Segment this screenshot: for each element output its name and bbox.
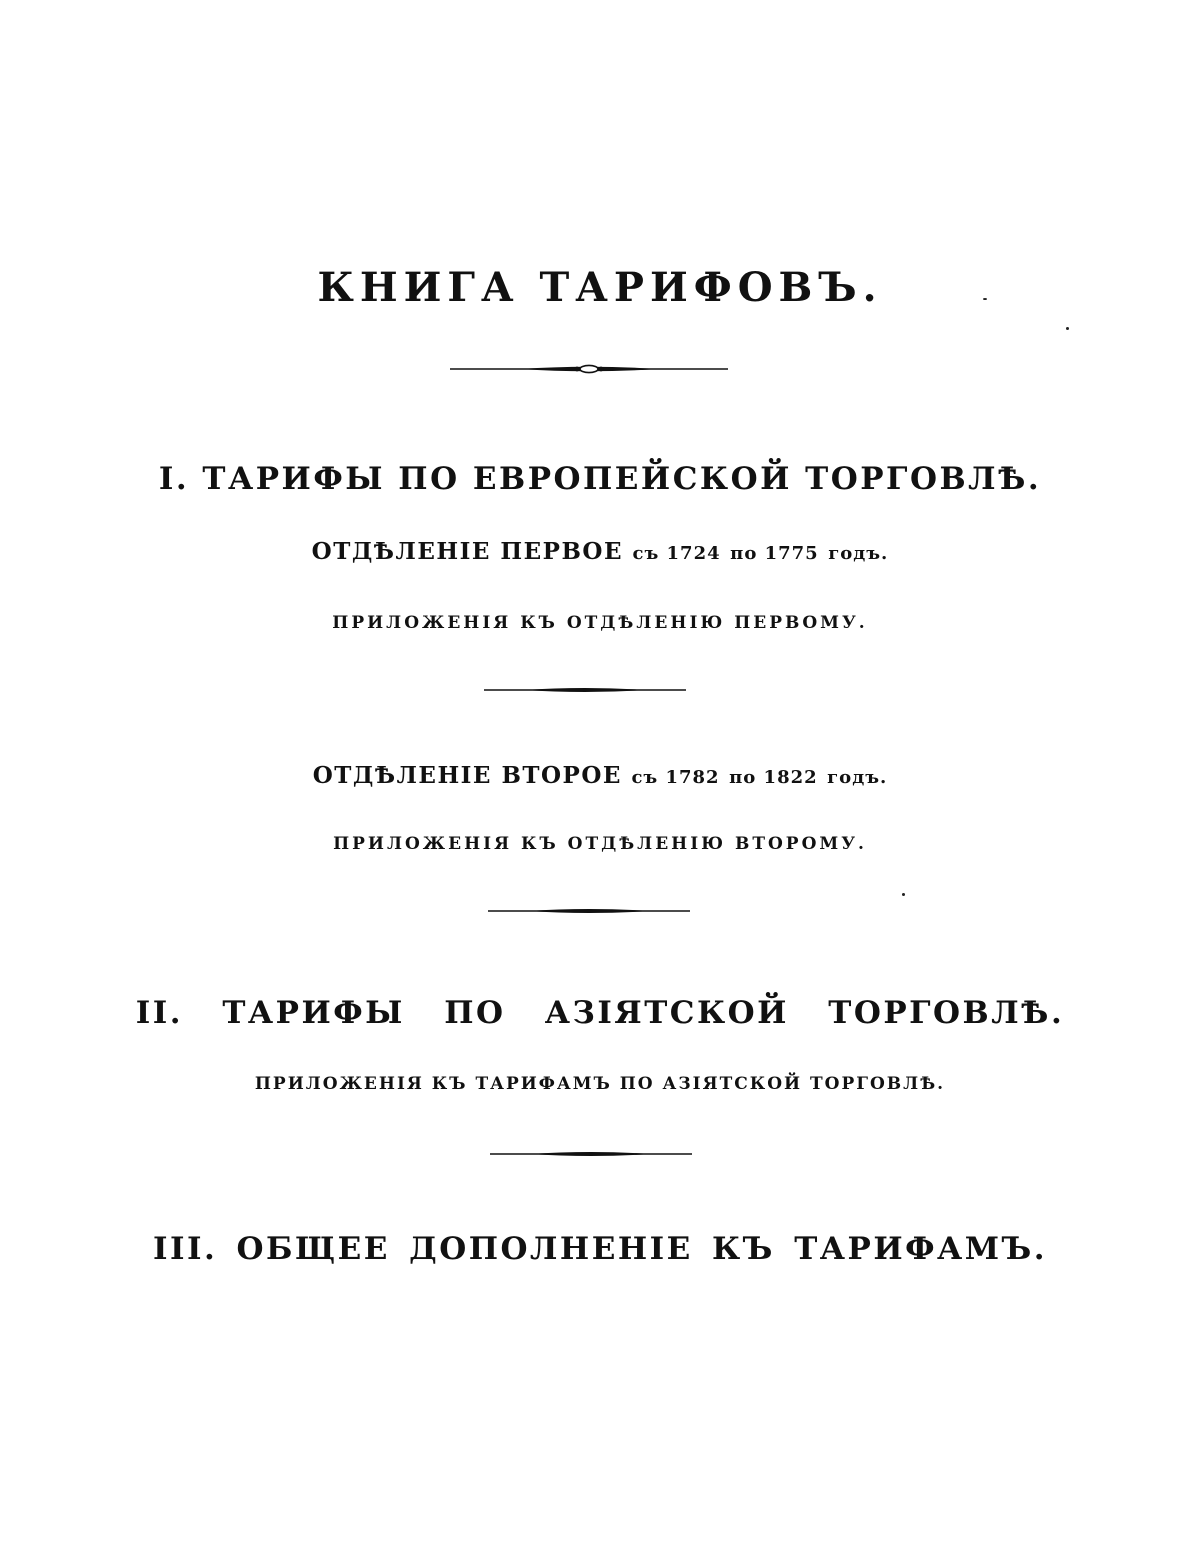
- part-3-title: ОБЩЕЕ ДОПОЛНЕНІЕ КЪ ТАРИФАМЪ.: [236, 1231, 1048, 1267]
- section-2-unit: годъ.: [827, 767, 888, 788]
- part-2-numeral: II.: [135, 995, 184, 1031]
- section-1-unit: годъ.: [828, 543, 889, 564]
- section-2-name: ОТДѢЛЕНІЕ ВТОРОЕ: [312, 762, 622, 789]
- ink-speck: [902, 893, 905, 896]
- part-1-title: ТАРИФЫ ПО ЕВРОПЕЙСКОЙ ТОРГОВЛѢ.: [202, 461, 1042, 497]
- appendix-3: ПРИЛОЖЕНІЯ КЪ ТАРИФАМЪ ПО АЗІЯТСКОЙ ТОРГОВЛѢ.: [254, 1074, 946, 1094]
- part-3-heading: [0, 1231, 1200, 1267]
- section-2-from: съ 1782: [631, 767, 720, 788]
- part-2-heading: [0, 995, 1200, 1031]
- ink-speck: [1066, 327, 1069, 330]
- divider-rule: [490, 1149, 692, 1159]
- part-2-title: ТАРИФЫ ПО АЗІЯТСКОЙ ТОРГОВЛѢ.: [222, 995, 1065, 1031]
- swell-rule-icon: [490, 1149, 692, 1159]
- section-2-heading: [0, 764, 1200, 787]
- section-1-from: съ 1724: [632, 543, 721, 564]
- swell-rule-icon: [484, 685, 686, 695]
- ink-speck: [983, 298, 987, 300]
- section-1-to: по 1775: [730, 543, 819, 564]
- section-1-name: ОТДѢЛЕНІЕ ПЕРВОЕ: [311, 538, 623, 565]
- part-1-numeral: I.: [158, 461, 190, 497]
- divider-rule: [488, 906, 690, 916]
- section-1-heading: [0, 540, 1200, 563]
- ornament-rule-icon: [450, 364, 728, 374]
- part-3-numeral: III.: [152, 1231, 218, 1267]
- divider-rule: [484, 685, 686, 695]
- swell-rule-icon: [488, 906, 690, 916]
- book-title: КНИГА ТАРИФОВЪ.: [317, 264, 883, 311]
- section-2-to: по 1822: [729, 767, 818, 788]
- appendix-2: ПРИЛОЖЕНІЯ КЪ ОТДѢЛЕНІЮ ВТОРОМУ.: [333, 834, 867, 854]
- appendix-1: ПРИЛОЖЕНІЯ КЪ ОТДѢЛЕНІЮ ПЕРВОМУ.: [332, 613, 868, 633]
- ornamental-rule: [450, 364, 728, 374]
- part-1-heading: [0, 461, 1200, 497]
